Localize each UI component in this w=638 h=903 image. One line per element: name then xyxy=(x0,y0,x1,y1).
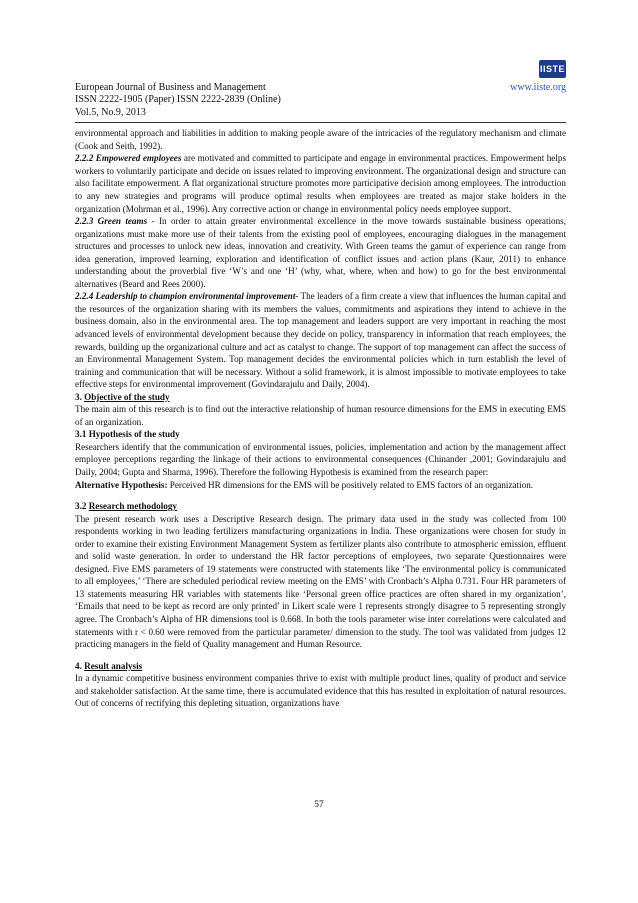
section-text: The leaders of a firm create a view that influences the human capital and the resources of the organization sharing with its members the values, commitments and aspirations they intend to achieve in the business domain, also in the environmental area. The top management and leaders support are very important in reaching the most advanced levels of environmental development because they decide on policy, transparency in information that reach employees, the rewards, building up the organizational culture and act as catalyst to change. The support of top management can affect the success of an Environmental Management System. Top management decides the environmental policies which in turn establish the level of training and communication that will be necessary. Without a solid framework, it is almost impossible to motivate employees to take effective steps for environmental improvement (Govindarajulu and Daily, 2004). xyxy=(75,291,566,390)
section-heading: 2.2.3 Green teams xyxy=(75,216,148,227)
section-heading: 2.2.4 Leadership to champion environmental improvement- xyxy=(75,291,299,302)
journal-issn: ISSN 2222-1905 (Paper) ISSN 2222-2839 (Online) xyxy=(75,94,281,106)
article-body xyxy=(75,127,566,710)
spacer xyxy=(75,491,566,500)
section-2-2-4 xyxy=(75,290,566,390)
section-3-2-text: The present research work uses a Descriptive Research design. The primary data used in the study was collected from 100 respondents working in two leading fertilizers manufacturing organizations in India. These organizations were chosen for study in order to examine their existing Environment Management System as fertilizer plants also contribute to atmospheric emission, effluent and solid waste generation. In order to understand the HR factor perceptions of employees, two separate Questionnaires were designed. Five EMS parameters of 19 statements were constructed with statements like ‘The environmental policy is communicated to all employees,’ ‘There are scheduled periodical review meeting on the EMS’ with Cronbach’s Alpha 0.731. Four HR parameters of 13 statements measuring HR variables with statements like ‘Personal green office practices are often shared in my organization’, ‘Emails that need to be kept as record are only printed’ in Likert scale were 1 represents strongly disagree to 5 representing strongly agree. The Cronbach’s Alpha of HR dimensions tool is 0.668. In both the tools parameter wise inter correlations were calculated and statements with r < 0.60 were removed from the particular parameter/ dimension to the study. The tool was validated from judges 12 practicing managers in the field of Quality management and Human Resource. xyxy=(75,513,566,650)
page-number: 57 xyxy=(314,800,324,810)
header-divider xyxy=(75,122,566,123)
journal-volume: Vol.5, No.9, 2013 xyxy=(75,106,146,118)
section-3-text: The main aim of this research is to find out the interactive relationship of human resource dimensions for the EMS in executing EMS of an organization. xyxy=(75,404,566,427)
running-header xyxy=(75,64,566,119)
section-3-1-text: Researchers identify that the communication of environmental issues, policies, implementation and action by the management affect employee perceptions regarding the linkage of their actions to environmental consequences (Chinander ,2001; Govindarajulu and Daily, 2004; Gupta and Sharma, 1996). Therefore the following Hypothesis is examined from the research paper: xyxy=(75,441,566,477)
section-3-2-heading: 3.2 Research methodology xyxy=(75,501,177,512)
spacer xyxy=(75,651,566,660)
section-text: are motivated and committed to participate and engage in environmental practices. Empowerment helps workers to voluntarily participate and decide on issues related to improving environment. The organizational design and structure can also facilitate empowerment. A flat organizational structure promotes more participative decision among employees. The introduction to any new strategies and programs will produce optimal results when employees are treated as major stake holders in the organization (Mohrman et al., 1996). Any corrective action or change in environmental policy needs employee support. xyxy=(75,153,567,214)
section-4-heading: 4. Result analysis xyxy=(75,660,143,671)
iiste-logo-icon: IISTE xyxy=(539,60,566,78)
section-2-2-3 xyxy=(75,215,566,290)
page xyxy=(75,64,567,710)
section-3-1-heading: 3.1 Hypothesis of the study xyxy=(75,429,180,440)
journal-url-link[interactable]: www.iiste.org xyxy=(510,82,566,93)
alternative-hypothesis: Alternative Hypothesis: Perceived HR dimensions for the EMS will be positively related to EMS factors of an organization. xyxy=(75,479,534,490)
section-heading: 2.2.2 Empowered employees xyxy=(75,153,182,164)
section-4-text: In a dynamic competitive business environment companies thrive to exist with multiple product lines, quality of product and service and stakeholder satisfaction. At the same time, there is accumulated evidence that this has resulted in exploitation of natural resources. Out of concerns of rectifying this depleting situation, organizations have xyxy=(75,673,566,709)
section-text: - In order to attain greater environmental excellence in the move towards sustainable business operations, organizations must make more use of their talents from the existing pool of employees, encouraging dialogues in the management structures and processes to unlock new ideas, innovation and creativity. With Green teams the gamut of experience can range from idea generation, improved learning, exploration and identification of conflict issues and action plans (Kaur, 2011) to enhance understanding about the proverbial five ‘W’s and one ‘H’ (why, what, where, when and how) to go for the best environmental alternatives (Beard and Rees 2000). xyxy=(75,216,566,289)
section-3-heading: 3. Objective of the study xyxy=(75,391,170,402)
section-2-2-2 xyxy=(75,152,566,215)
paragraph-continuation: environmental approach and liabilities in addition to making people aware of the intricacies of the regulatory mechanism and climate (Cook and Seith, 1992). xyxy=(75,128,566,151)
journal-title: European Journal of Business and Management xyxy=(75,82,266,93)
